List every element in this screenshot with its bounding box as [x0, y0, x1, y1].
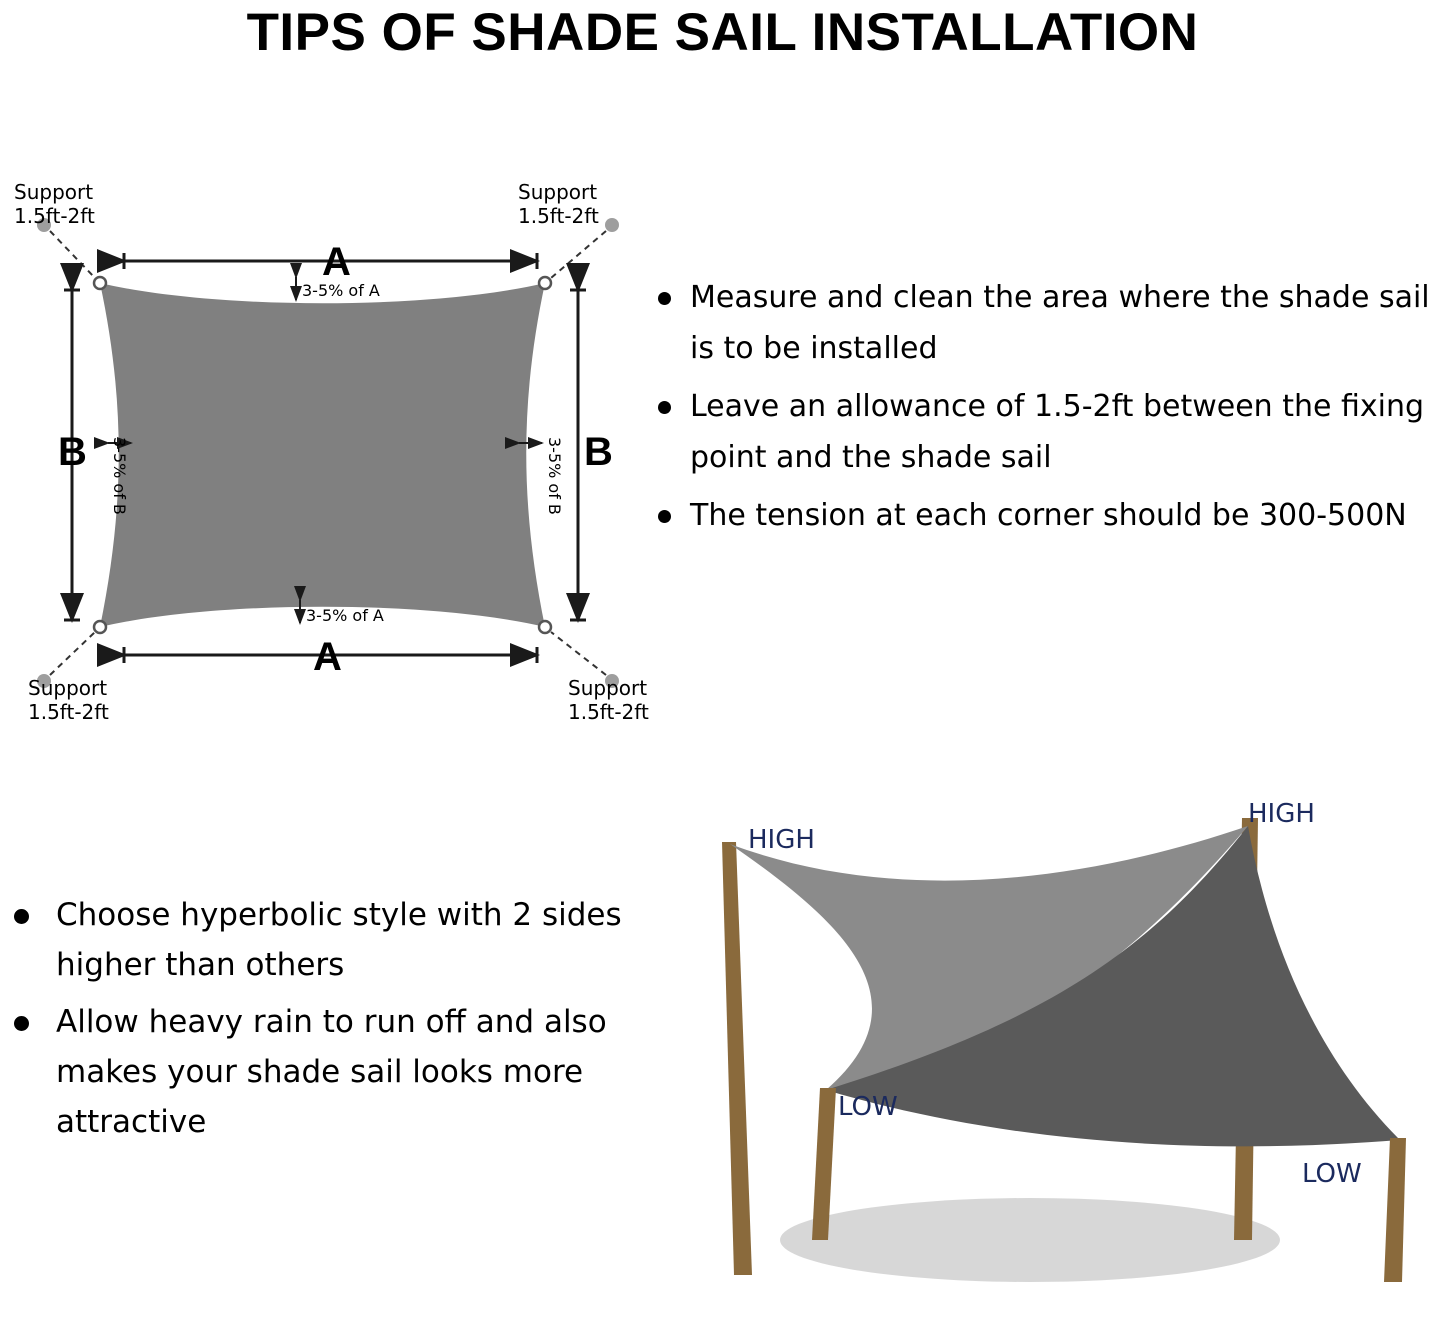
post-high-left: [722, 842, 752, 1275]
support-line-bottom-right: [551, 632, 606, 675]
curve-label-left: 3-5% of B: [110, 437, 129, 515]
support-label-top-right-line2: 1.5ft-2ft: [518, 204, 599, 228]
list-item: Allow heavy rain to run off and also makes your shade sail looks more attractive: [8, 997, 628, 1147]
curve-label-right: 3-5% of B: [545, 437, 564, 515]
curve-label-bottom: 3-5% of A: [306, 606, 384, 625]
page-title: TIPS OF SHADE SAIL INSTALLATION: [246, 3, 1199, 62]
support-point-top-right: [605, 218, 619, 232]
dimension-label-b-right: B: [584, 430, 613, 474]
tips-list-right: [648, 272, 1445, 548]
post-low-right: [1384, 1138, 1406, 1282]
support-label-top-left-line2: 1.5ft-2ft: [14, 204, 95, 228]
list-item: Choose hyperbolic style with 2 sides higher than others: [8, 890, 628, 990]
label-high-left: HIGH: [748, 825, 815, 855]
support-label-bottom-right-line1: Support: [568, 676, 648, 700]
sail-shape: [100, 283, 545, 627]
ground-shadow: [780, 1198, 1280, 1282]
support-label-top-right-line1: Support: [518, 180, 598, 204]
hyperbolic-sail-illustration: [630, 770, 1445, 1319]
support-line-top-right: [551, 231, 606, 278]
support-line-bottom-left: [50, 632, 95, 675]
support-label-bottom-left-line2: 1.5ft-2ft: [28, 700, 109, 724]
corner-ring-top-left: [94, 277, 106, 289]
list-item: Leave an allowance of 1.5-2ft between the fixing point and the shade sail: [648, 381, 1445, 483]
support-line-top-left: [50, 231, 95, 278]
support-label-bottom-left-line1: Support: [28, 676, 108, 700]
curve-label-top: 3-5% of A: [302, 281, 380, 300]
tips-list-left: [8, 890, 628, 1154]
corner-ring-bottom-right: [539, 621, 551, 633]
support-label-top-left-line1: Support: [14, 180, 94, 204]
corner-ring-bottom-left: [94, 621, 106, 633]
label-low-right: LOW: [1302, 1159, 1362, 1189]
list-item: Measure and clean the area where the shade sail is to be installed: [648, 272, 1445, 374]
label-low-left: LOW: [838, 1092, 898, 1122]
rectangular-sail-diagram: [0, 165, 660, 725]
list-item: The tension at each corner should be 300-500N: [648, 490, 1445, 541]
label-high-right: HIGH: [1248, 799, 1315, 829]
dimension-label-a-bottom: A: [313, 635, 342, 679]
dimension-label-b-left: B: [58, 430, 87, 474]
support-label-bottom-right-line2: 1.5ft-2ft: [568, 700, 649, 724]
corner-ring-top-right: [539, 277, 551, 289]
dimension-label-a-top: A: [322, 240, 351, 284]
